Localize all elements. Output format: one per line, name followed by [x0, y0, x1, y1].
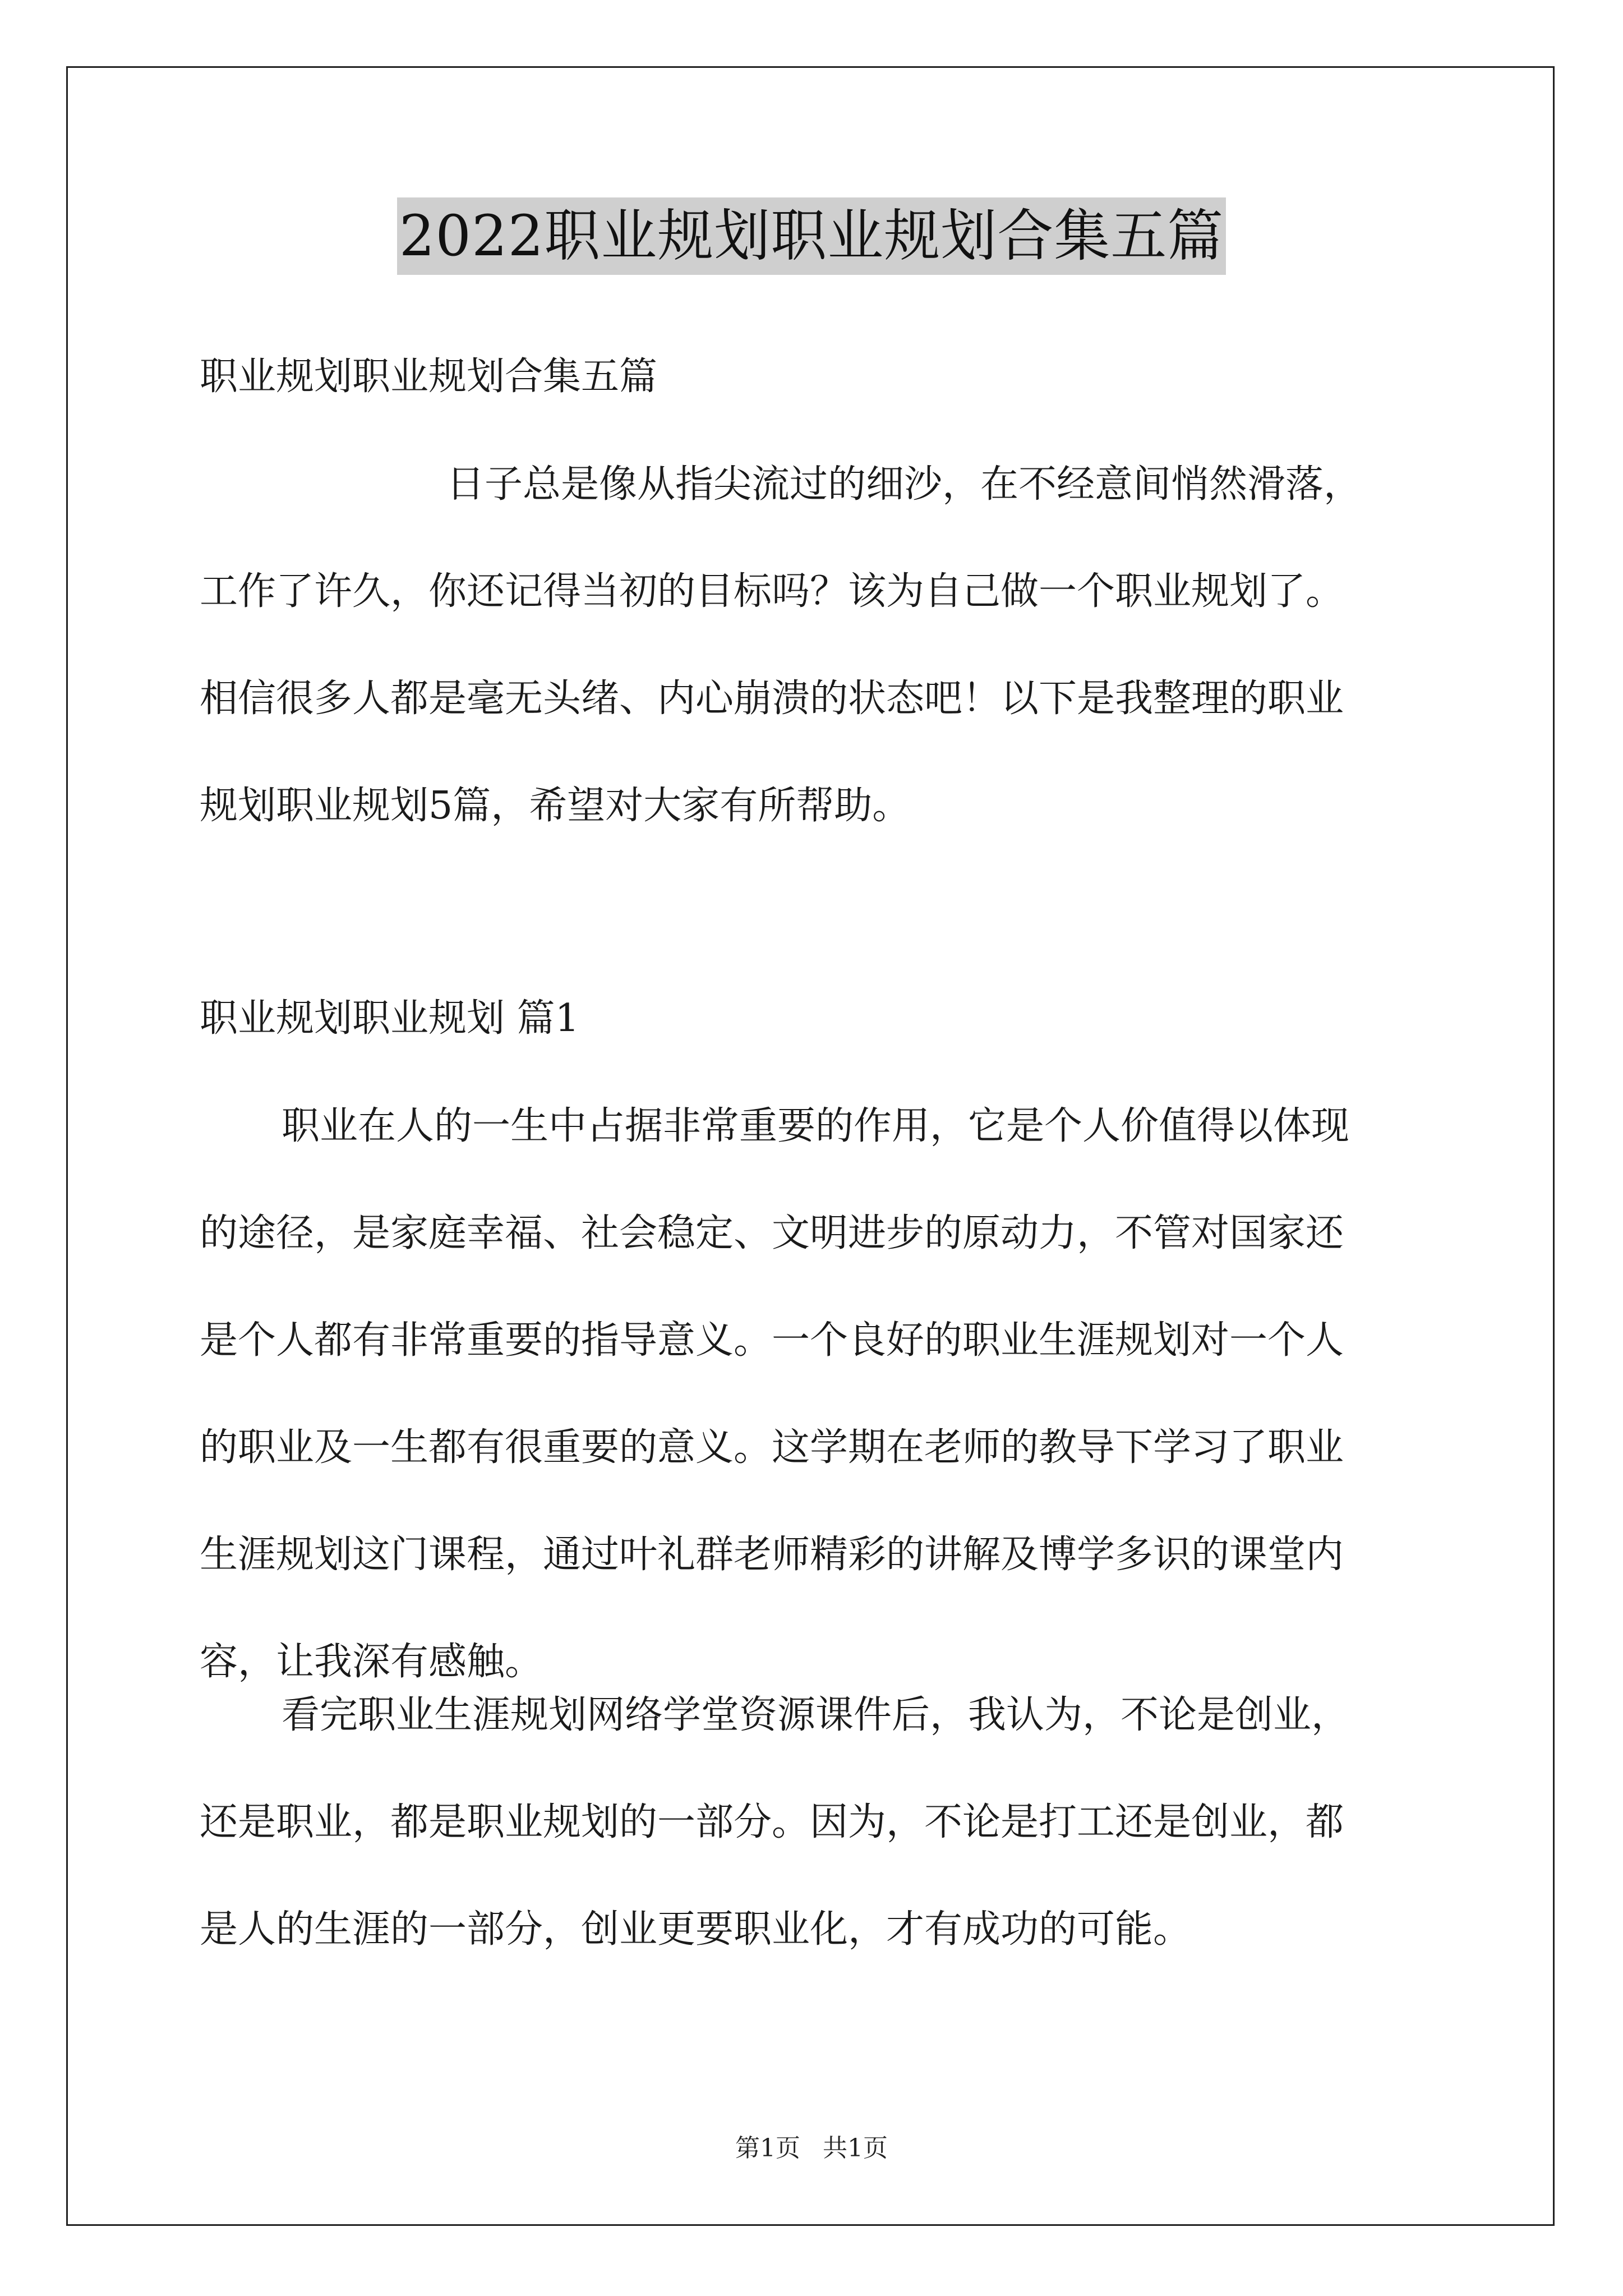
intro-line: 日子总是像从指尖流过的细沙，在不经意间悄然滑落，	[446, 462, 1362, 507]
intro-line: 工作了许久，你还记得当初的目标吗？该为自己做一个职业规划了。	[200, 569, 1344, 614]
paragraph-1	[200, 1099, 1349, 1689]
page-number-total: 共1页	[823, 2134, 888, 2162]
section-heading: 职业规划职业规划 篇1	[200, 996, 579, 1041]
paragraph-line: 看完职业生涯规划网络学堂资源课件后，我认为，不论是创业，	[282, 1693, 1350, 1737]
paragraph-line: 的途径，是家庭幸福、社会稳定、文明进步的原动力，不管对国家还	[200, 1211, 1344, 1255]
paragraph-line: 的职业及一生都有很重要的意义。这学期在老师的教导下学习了职业	[200, 1425, 1344, 1470]
title-block	[0, 197, 1623, 275]
page-footer	[0, 2132, 1623, 2165]
document-title: 2022职业规划职业规划合集五篇	[397, 197, 1227, 275]
intro-line: 规划职业规划5篇，希望对大家有所帮助。	[200, 784, 911, 828]
paragraph-line: 职业在人的一生中占据非常重要的作用，它是个人价值得以体现	[282, 1104, 1350, 1148]
paragraph-2	[200, 1688, 1349, 1957]
page-number-current: 第1页	[735, 2134, 800, 2162]
paragraph-line: 是个人都有非常重要的指导意义。一个良好的职业生涯规划对一个人	[200, 1318, 1344, 1363]
intro-paragraph	[200, 458, 1362, 833]
document-subtitle: 职业规划职业规划合集五篇	[200, 355, 658, 399]
paragraph-line: 是人的生涯的一部分，创业更要职业化，才有成功的可能。	[200, 1907, 1192, 1952]
paragraph-line: 容，让我深有感触。	[200, 1640, 543, 1684]
paragraph-line: 生涯规划这门课程，通过叶礼群老师精彩的讲解及博学多识的课堂内	[200, 1533, 1344, 1577]
intro-line: 相信很多人都是毫无头绪、内心崩溃的状态吧！以下是我整理的职业	[200, 677, 1344, 721]
paragraph-line: 还是职业，都是职业规划的一部分。因为，不论是打工还是创业，都	[200, 1800, 1344, 1844]
